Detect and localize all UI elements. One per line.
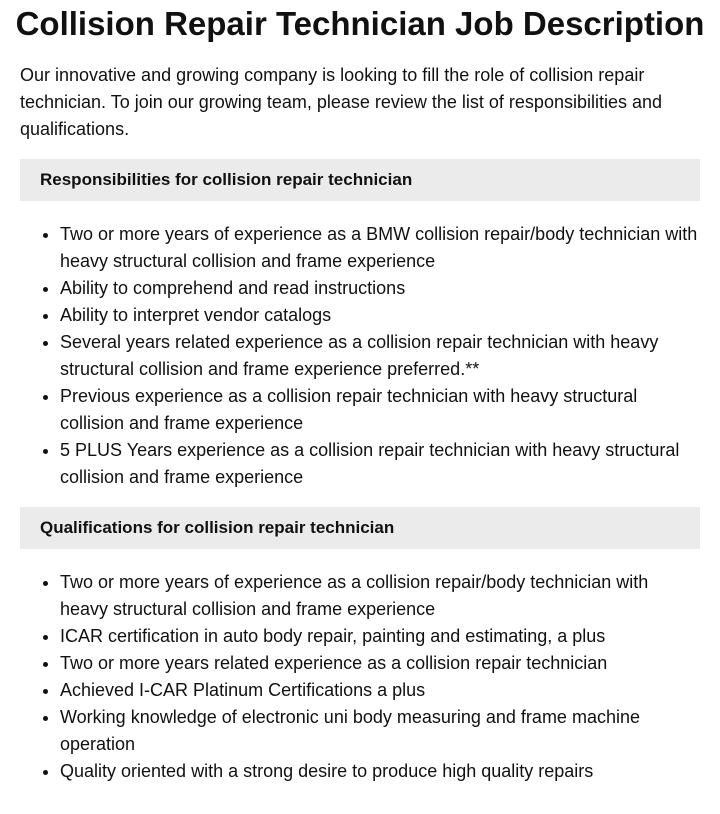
list-item: • Ability to interpret vendor catalogs — [60, 302, 700, 329]
intro-text: Our innovative and growing company is looking to fill the role of collision repair technician. To join our growing team, please review the list of responsibilities and qualifications. — [20, 65, 663, 139]
responsibilities-heading: Responsibilities for collision repair technician — [20, 159, 700, 201]
list-item: • Working knowledge of electronic uni body measuring and frame machine operation — [60, 704, 700, 758]
list-item: • Previous experience as a collision repair technician with heavy structural collision and frame experience — [60, 383, 700, 437]
page-title: Collision Repair Technician Job Description — [15, 5, 705, 42]
list-item: • Ability to comprehend and read instructions — [60, 275, 700, 302]
list-item: • 5 PLUS Years experience as a collision repair technician with heavy structural collision and frame experience — [60, 437, 700, 491]
list-item: • Achieved I-CAR Platinum Certifications a plus — [60, 677, 700, 704]
list-item: • Two or more years related experience as a collision repair technician — [60, 650, 700, 677]
list-item: • Two or more years of experience as a BMW collision repair/body technician with heavy structural collision and frame experience — [60, 221, 700, 275]
list-item: • ICAR certification in auto body repair, painting and estimating, a plus — [60, 623, 700, 650]
responsibilities-list — [20, 221, 700, 491]
list-item: • Several years related experience as a collision repair technician with heavy structural collision and frame experience preferred.** — [60, 329, 700, 383]
qualifications-list — [20, 569, 700, 785]
list-item: • Two or more years of experience as a collision repair/body technician with heavy structural collision and frame experience — [60, 569, 700, 623]
qualifications-heading: Qualifications for collision repair technician — [20, 507, 700, 549]
list-item: • Quality oriented with a strong desire to produce high quality repairs — [60, 758, 700, 785]
